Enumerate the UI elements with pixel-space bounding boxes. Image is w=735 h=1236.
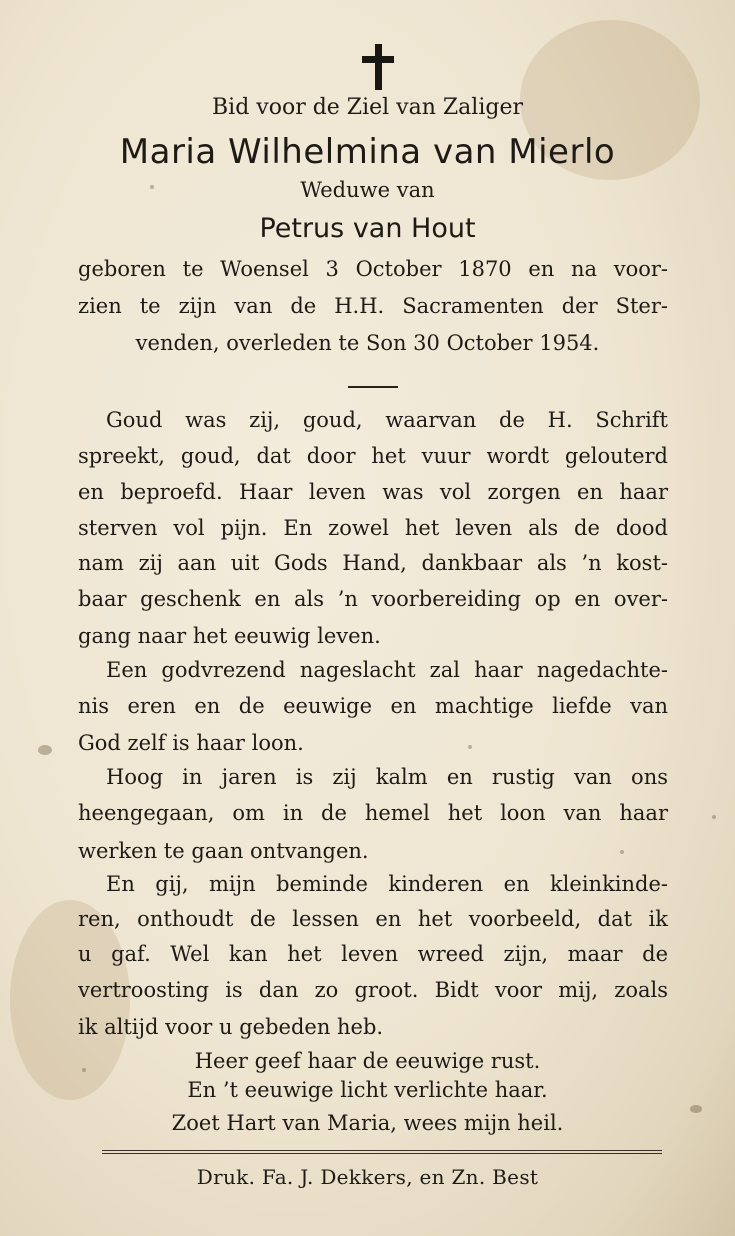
text-line: en beproefd. Haar leven was vol zorgen en haar (78, 480, 668, 504)
text-line: Een godvrezend nageslacht zal haar nagedachte- (106, 658, 668, 682)
text-line: Hoog in jaren is zij kalm en rustig van ons (106, 765, 668, 789)
text-line: sterven vol pijn. En zowel het leven als de dood (78, 516, 668, 540)
text-line: heengegaan, om in de hemel het loon van haar (78, 801, 668, 825)
text-line: vertroosting is dan zo groot. Bidt voor mij, zoals (78, 978, 668, 1002)
prayer-line: Heer geef haar de eeuwige rust. (194, 1049, 541, 1073)
prayer-line: Zoet Hart van Maria, wees mijn heil. (171, 1111, 564, 1135)
prayer-heading: Bid voor de Ziel van Zaliger (212, 95, 523, 120)
text-line: baar geschenk en als ’n voorbereiding op en over- (78, 587, 668, 611)
deceased-name: Maria Wilhelmina van Mierlo (119, 132, 616, 172)
biography-line: geboren te Woensel 3 October 1870 en na voor- (78, 257, 668, 281)
text-line: nis eren en de eeuwige en machtige liefde van (78, 694, 668, 718)
paper-speck (38, 745, 52, 755)
footer-rule (102, 1150, 662, 1151)
text-line: ren, onthoudt de lessen en het voorbeeld, dat ik (78, 907, 668, 931)
biography-line: zien te zijn van de H.H. Sacramenten der Ster- (78, 294, 668, 318)
cross-icon (362, 44, 394, 90)
prayer-line: En ’t eeuwige licht verlichte haar. (187, 1078, 548, 1102)
biography-line: venden, overleden te Son 30 October 1954. (135, 331, 600, 355)
text-line: Goud was zij, goud, waarvan de H. Schrift (106, 408, 668, 432)
text-line: spreekt, goud, dat door het vuur wordt gelouterd (78, 444, 668, 468)
text-line: En gij, mijn beminde kinderen en kleinkinde- (106, 872, 668, 896)
spouse-name: Petrus van Hout (259, 213, 476, 244)
paper-speck (712, 815, 716, 819)
text-line: gang naar het eeuwig leven. (78, 624, 381, 648)
text-line: werken te gaan ontvangen. (78, 839, 369, 863)
paper-speck (620, 850, 624, 854)
printer-imprint: Druk. Fa. J. Dekkers, en Zn. Best (196, 1165, 539, 1189)
text-line: u gaf. Wel kan het leven wreed zijn, maar de (78, 942, 668, 966)
text-line: nam zij aan uit Gods Hand, dankbaar als ’n kost- (78, 551, 668, 575)
text-line: God zelf is haar loon. (78, 731, 304, 755)
footer-rule (102, 1153, 662, 1154)
text-line: ik altijd voor u gebeden heb. (78, 1015, 384, 1039)
divider (348, 386, 398, 388)
paper-speck (468, 745, 472, 749)
widow-of-label: Weduwe van (300, 178, 435, 202)
